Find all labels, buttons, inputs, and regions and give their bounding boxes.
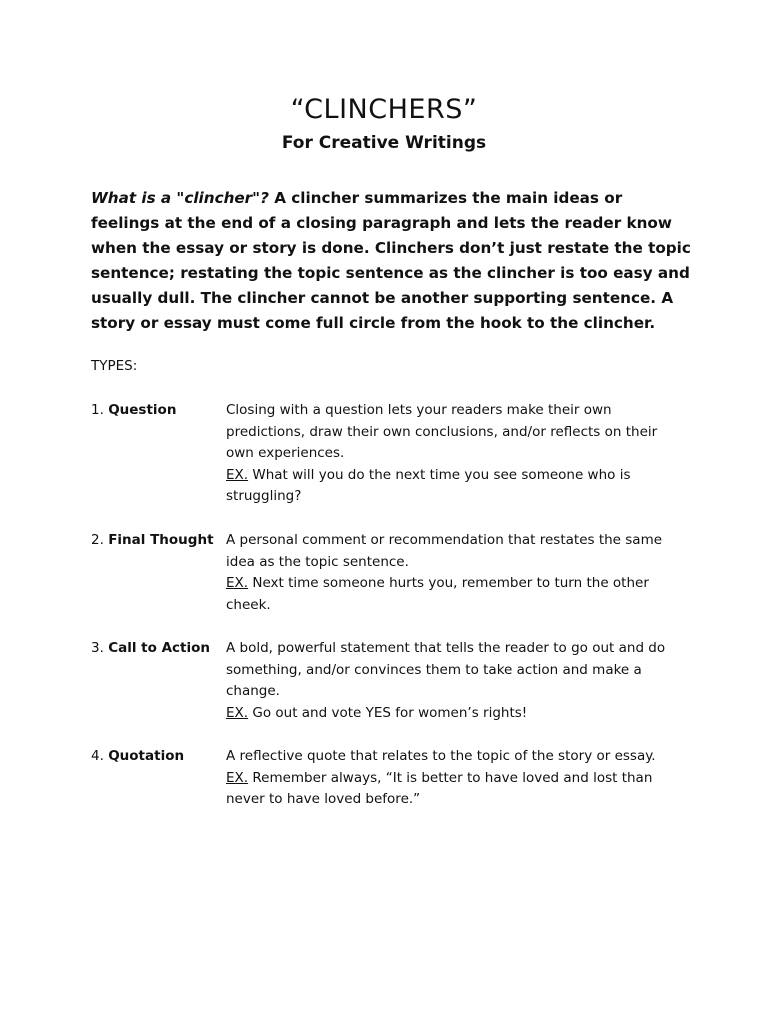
intro-paragraph xyxy=(91,186,691,336)
type-description-text: Closing with a question lets your readers make their own predictions, draw their own conclusions, and/or reflects on their own experiences. xyxy=(226,402,658,462)
type-label: Call to Action xyxy=(108,640,211,656)
example-text: What will you do the next time you see someone who is struggling? xyxy=(226,466,631,505)
type-number: 3. xyxy=(91,640,104,656)
example-label: EX. xyxy=(226,769,249,786)
type-description xyxy=(226,746,678,811)
intro-lead-question: What is a "clincher"? xyxy=(91,189,269,207)
type-number: 1. xyxy=(91,402,104,418)
page-title: “CLINCHERS” xyxy=(290,94,478,125)
type-label: Question xyxy=(108,402,177,418)
example-label: EX. xyxy=(226,575,249,592)
type-description xyxy=(226,400,678,508)
type-number: 4. xyxy=(91,748,104,764)
example-text: Remember always, “It is better to have loved and lost than never to have loved before.” xyxy=(226,769,653,808)
type-number: 2. xyxy=(91,532,104,548)
example-label: EX. xyxy=(226,704,249,721)
types-heading: TYPES: xyxy=(91,358,138,374)
page-subtitle: For Creative Writings xyxy=(281,133,487,153)
type-description-text: A reflective quote that relates to the topic of the story or essay. xyxy=(226,748,656,764)
type-label: Final Thought xyxy=(108,532,214,548)
example-text: Go out and vote YES for women’s rights! xyxy=(248,704,528,721)
type-label: Quotation xyxy=(108,748,185,764)
intro-body-text: A clincher summarizes the main ideas or feelings at the end of a closing paragraph and lets the reader know when the essay or story is done. Clinchers don’t just restate the topic sentence; restating the topic sentence as the clincher is too easy and usually dull. The clincher cannot be another supporting sentence. A story or essay must come full circle from the hook to the clincher. xyxy=(91,189,691,332)
type-description-text: A personal comment or recommendation that restates the same idea as the topic sentence. xyxy=(226,532,663,570)
type-name xyxy=(91,638,226,660)
type-description xyxy=(226,530,678,616)
example-text: Next time someone hurts you, remember to turn the other cheek. xyxy=(226,575,649,613)
type-description-text: A bold, powerful statement that tells the reader to go out and do something, and/or convinces them to take action and make a change. xyxy=(226,640,666,700)
type-name xyxy=(91,400,226,422)
type-name xyxy=(91,530,226,552)
example-label: EX. xyxy=(226,466,249,483)
type-name xyxy=(91,746,226,768)
type-description xyxy=(226,638,678,724)
